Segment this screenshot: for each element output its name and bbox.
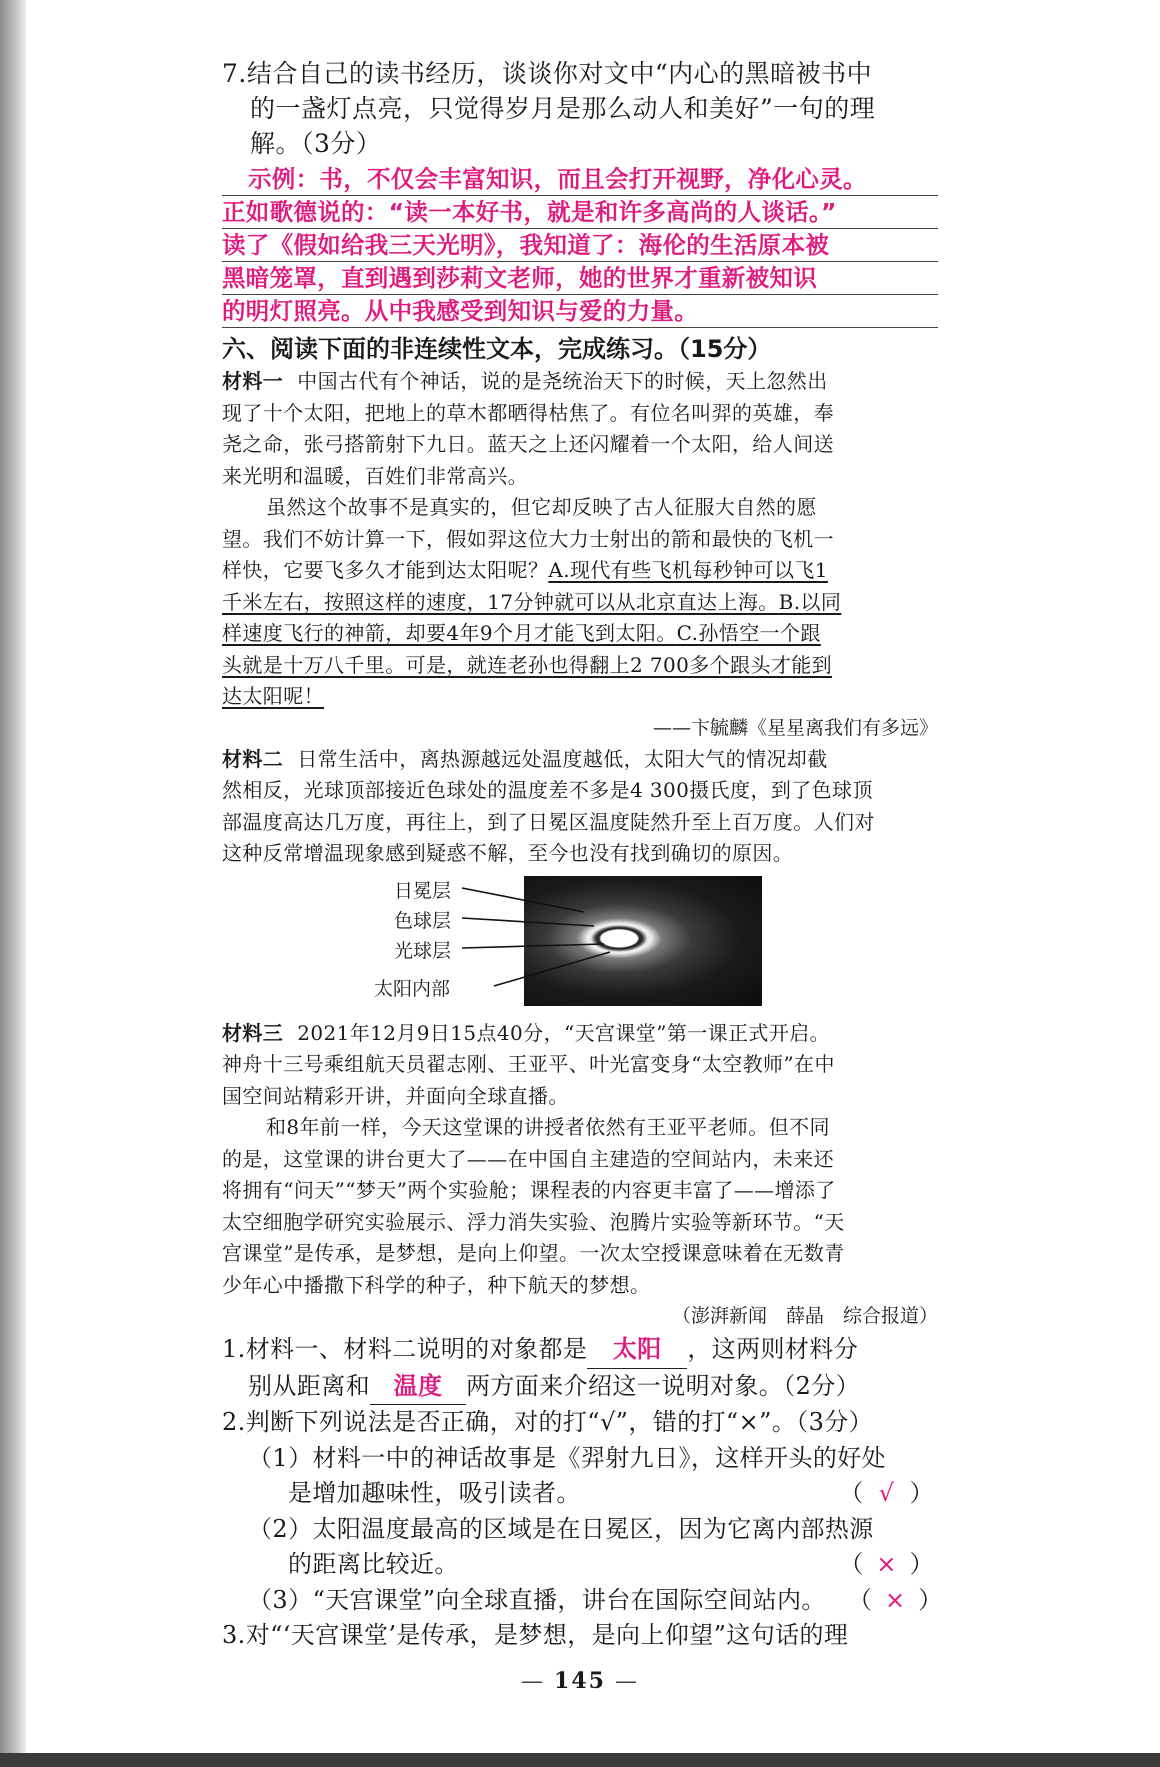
judge-parens: （ √ ） [839, 1476, 934, 1512]
question-line: 7.结合自己的读书经历，谈谈你对文中“内心的黑暗被书中 [222, 59, 873, 88]
material-1 [222, 366, 938, 744]
question-3: 3.对“‘天宫课堂’是传承，是梦想，是向上仰望”这句话的理 [222, 1621, 849, 1649]
underlined-text: 达太阳呢！ [222, 684, 324, 708]
material-3 [222, 1018, 938, 1333]
question-text: （2）太阳温度最高的区域是在日冕区，因为它离内部热源 [248, 1514, 874, 1543]
material-text: 然相反，光球顶部接近色球处的温度差不多是4 300摄氏度，到了色球顶 [222, 778, 873, 802]
material-label: 材料三 [222, 1020, 284, 1045]
source-citation: ——卞毓麟《星星离我们有多远》 [652, 716, 938, 739]
underlined-text: 头就是十万八千里。可是，就连老孙也得翻上2 700多个跟头才能到 [222, 652, 833, 677]
question-7 [222, 56, 938, 161]
sun-structure-figure [222, 874, 938, 1012]
judge-mark-1[interactable]: √ [878, 1479, 895, 1507]
material-text: 2021年12月9日15点40分，“天宫课堂”第一课正式开启。 [297, 1020, 831, 1045]
judge-parens: （ × ） [839, 1547, 934, 1583]
question-line: 解。（3分） [250, 129, 382, 158]
question-text: 的距离比较近。 [288, 1550, 459, 1578]
source-citation: （澎湃新闻 薛晶 综合报道） [671, 1305, 938, 1327]
material-text: 国空间站精彩开讲，并面向全球直播。 [222, 1083, 569, 1108]
material-text: 部温度高达几万度，再往上，到了日冕区温度陡然升至上百万度。人们对 [222, 809, 875, 834]
figure-label-interior: 太阳内部 [374, 977, 451, 1000]
material-text: 虽然这个故事不是真实的，但它却反映了古人征服大自然的愿 [266, 495, 817, 519]
section-heading: 六、阅读下面的非连续性文本，完成练习。（15分） [222, 335, 772, 363]
question-line: 的一盏灯点亮，只觉得岁月是那么动人和美好”一句的理 [250, 94, 876, 123]
answer-line: 正如歌德说的：“读一本好书，就是和许多高尚的人谈话。” [222, 196, 938, 229]
page-left-shadow [0, 0, 26, 1767]
page-number-dash: — [605, 1669, 639, 1694]
answer-block-q7 [222, 163, 938, 328]
question-text: （3）“天宫课堂”向全球直播，讲台在国际空间站内。 [248, 1585, 826, 1614]
answer-line: 读了《假如给我三天光明》，我知道了：海伦的生活原本被 [222, 229, 938, 262]
material-text: 这种反常增温现象感到疑惑不解，至今也没有找到确切的原因。 [222, 841, 794, 865]
underlined-text: B.以同 [778, 589, 842, 614]
material-text: 来光明和温暖，百姓们非常高兴。 [222, 463, 528, 488]
material-text: 现了十个太阳，把地上的草木都晒得枯焦了。有位名叫羿的英雄，奉 [222, 400, 834, 425]
judge-parens: （ × ） [848, 1583, 943, 1619]
material-text: 将拥有“问天”“梦天”两个实验舱；课程表的内容更丰富了——增添了 [222, 1178, 836, 1202]
material-text: 望。我们不妨计算一下，假如羿这位大力士射出的箭和最快的飞机一 [222, 526, 834, 551]
page-number: 145 [554, 1668, 606, 1694]
page-bottom-edge [0, 1753, 1160, 1767]
question-1 [222, 1332, 938, 1405]
material-text: 神舟十三号乘组航天员翟志刚、王亚平、叶光富变身“太空教师”在中 [222, 1052, 835, 1076]
material-text: 的是，这堂课的讲台更大了——在中国自主建造的空间站内，未来还 [222, 1146, 834, 1171]
question-text: 2.判断下列说法是否正确，对的打“√”，错的打“×”。（3分） [222, 1408, 874, 1436]
question-text: ，这两则材料分 [687, 1335, 859, 1363]
material-text: 少年心中播撒下科学的种子，种下航天的梦想。 [222, 1272, 651, 1297]
page-number-footer [0, 1668, 1160, 1694]
figure-pointer-lines [222, 874, 938, 1012]
material-text: 尧之命，张弓搭箭射下九日。蓝天之上还闪耀着一个太阳，给人间送 [222, 432, 834, 456]
underlined-text: 样速度飞行的神箭，却要4年9个月才能飞到太阳。 [222, 621, 677, 645]
answer-blank-object[interactable]: 太阳 [587, 1332, 687, 1369]
material-text: 和8年前一样，今天这堂课的讲授者依然有王亚平老师。但不同 [266, 1115, 830, 1139]
answer-line: 示例：书，不仅会丰富知识，而且会打开视野，净化心灵。 [222, 163, 938, 196]
textbook-page [222, 56, 943, 1654]
page-number-dash: — [521, 1669, 555, 1694]
underlined-text: C.孙悟空一个跟 [676, 621, 821, 645]
underlined-text: A.现代有些飞机每秒钟可以飞1 [548, 558, 828, 582]
material-2 [222, 744, 938, 1012]
question-text: 1.材料一、材料二说明的对象都是 [222, 1335, 588, 1363]
material-text: 宫课堂”是传承，是梦想，是向上仰望。一次太空授课意味着在无数青 [222, 1241, 845, 1265]
answer-line: 的明灯照亮。从中我感受到知识与爱的力量。 [222, 295, 938, 328]
judge-mark-2[interactable]: × [876, 1550, 897, 1578]
material-text: 日常生活中，离热源越远处温度越低，太阳大气的情况却截 [297, 746, 828, 771]
question-2 [222, 1405, 943, 1618]
figure-label-chromosphere: 色球层 [394, 909, 452, 932]
material-text: 太空细胞学研究实验展示、浮力消失实验、泡腾片实验等新环节。“天 [222, 1209, 845, 1234]
question-text: 两方面来介绍这一说明对象。（2分） [466, 1371, 861, 1400]
figure-label-photosphere: 光球层 [394, 939, 452, 962]
underlined-text: 千米左右，按照这样的速度，17分钟就可以从北京直达上海。 [222, 589, 779, 614]
judge-mark-3[interactable]: × [884, 1585, 906, 1614]
material-label: 材料一 [222, 369, 284, 393]
question-text: 是增加趣味性，吸引读者。 [288, 1479, 581, 1507]
material-text: 中国古代有个神话，说的是尧统治天下的时候，天上忽然出 [297, 369, 828, 393]
figure-label-corona: 日冕层 [394, 879, 452, 902]
question-text: 别从距离和 [248, 1371, 370, 1400]
answer-line: 黑暗笼罩，直到遇到莎莉文老师，她的世界才重新被知识 [222, 262, 938, 295]
material-text: 样快，它要飞多久才能到达太阳呢？ [222, 558, 549, 582]
material-label: 材料二 [222, 746, 284, 771]
question-text: （1）材料一中的神话故事是《羿射九日》，这样开头的好处 [248, 1443, 887, 1472]
answer-blank-aspect[interactable]: 温度 [370, 1369, 466, 1406]
